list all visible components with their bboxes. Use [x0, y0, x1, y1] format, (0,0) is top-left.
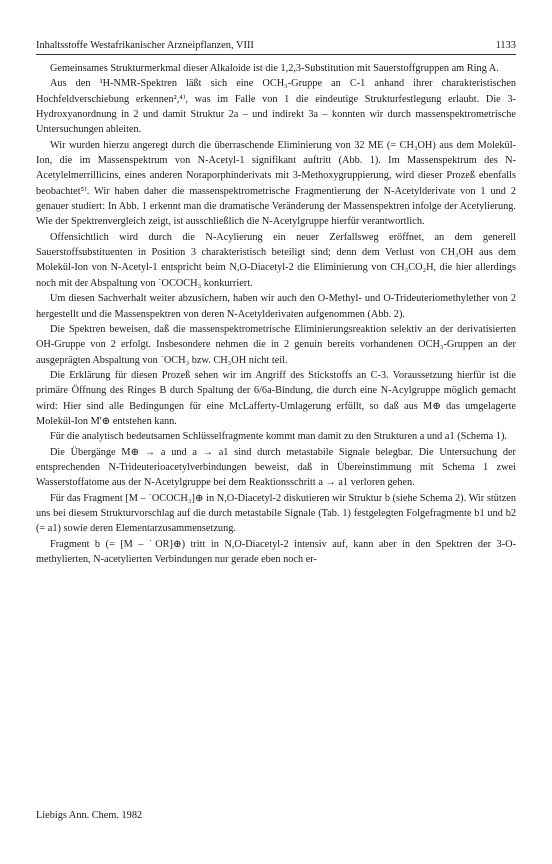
paragraph-8: Für die analytisch bedeutsamen Schlüsselfragmente kommt man damit zu den Strukturen a und a1 (Schema 1).	[50, 431, 507, 443]
paragraph-5: Um diesen Sachverhalt weiter abzusichern, haben wir auch den O-Methyl- und O-Trideuteriomethylether von 2 hergestellt und die Massenspektren von deren N-Acetylderivaten aufgenommen (Abb. 2).	[36, 293, 516, 320]
paragraph-1: Gemeinsames Strukturmerkmal dieser Alkaloide ist die 1,2,3-Substitution mit Sauerstoffgruppen am Ring A.	[50, 63, 499, 74]
paragraph-11: Fragment b (= [M – ˙OR]⊕) tritt in N,O-Diacetyl-2 intensiv auf, kann aber in den Spektren der 3-O-methylierten, N-acetylierten Verbindungen nur gerade eben noch er-	[36, 538, 516, 565]
running-header	[36, 40, 516, 55]
running-title: Inhaltsstoffe Westafrikanischer Arzneipflanzen, VIII	[36, 40, 254, 51]
journal-citation: Liebigs Ann. Chem. 1982	[36, 810, 143, 821]
paragraph-4: Offensichtlich wird durch die N-Acylierung ein neuer Zerfallsweg eröffnet, an dem generell Sauerstoffsubstituenten in Position 3 charakteristisch beteiligt sind; denn dem Verlust von CH₃OH aus dem Molekül-Ion von N-Acetyl-1 entspricht beim N,O-Diacetyl-2 die Eliminierung von CH₃CO₂H, die hier allerdings noch mit der Abspaltung von ˙OCOCH₃ konkurriert.	[36, 231, 516, 289]
paragraph-9: Die Übergänge M⊕ → a und a → a1 sind durch metastabile Signale belegbar. Die Untersuchung der entsprechenden N-Trideuterioacetylverbindungen beweist, daß in Übereinstimmung mit Schema 1 zwei Wasserstoffatome aus der N-Acetylgruppe bei dem Reaktionsschritt a → a1 verloren gehen.	[36, 446, 516, 489]
paragraph-10: Für das Fragment [M – ˙OCOCH₃]⊕ in N,O-Diacetyl-2 diskutieren wir Struktur b (siehe Schema 2). Wir stützen uns bei diesem Strukturvorschlag auf die durch metastabile Signale (Tab. 1) festgelegten Folgefragmente b1 und b2 (= a1) sowie deren Elementarzusammensetzung.	[36, 492, 516, 535]
body-text	[36, 61, 516, 567]
paragraph-7: Die Erklärung für diesen Prozeß sehen wir im Angriff des Stickstoffs an C-3. Voraussetzung hierfür ist die primäre Öffnung des Ringes B durch Spaltung der 6/6a-Bindung, die durch eine N-Acylgruppe möglich gemacht wird: Hier sind alle Bedingungen für eine McLafferty-Umlagerung erfüllt, so daß aus M⊕ das umgelagerte Molekül-Ion M'⊕ entstehen kann.	[36, 369, 516, 427]
paragraph-6: Die Spektren beweisen, daß die massenspektrometrische Eliminierungsreaktion selektiv an der derivatisierten OH-Gruppe von 2 erfolgt. Insbesondere nehmen die in 2 genuin bereits vorhandenen OCH₃-Gruppen an der ausgeprägten Abspaltung von ˙OCH₃ bzw. CH₃OH nicht teil.	[36, 323, 516, 366]
paragraph-3: Wir wurden hierzu angeregt durch die überraschende Eliminierung von 32 ME (= CH₃OH) aus dem Molekül-Ion, die im Massenspektrum von N-Acetyl-1 signifikant auftritt (Abb. 1). Im Massenspektrum des N-Acetylelmerrillicins, eines anderen Noraporphinderivats mit 3-Methoxygruppierung, wird dieser Prozeß ebenfalls beobachtet⁵⁾. Wir haben daher die massenspektrometrische Fragmentierung der N-Acetylderivate von 1 und 2 genauer studiert: In Abb. 1 erkennt man die dramatische Veränderung der Massenspektren infolge der Acetylierung. Wie der Spektrenvergleich zeigt, ist ausschließlich die N-Acetylgruppe hierfür verantwortlich.	[36, 139, 516, 228]
paragraph-2: Aus den ¹H-NMR-Spektren läßt sich eine OCH₃-Gruppe an C-1 anhand ihrer charakteristischen Hochfeldverschiebung erkennen²,⁴⁾, was im Falle von 1 die eindeutige Strukturfestlegung erlaubt. Die 3-Hydroxyanordnung in 2 und damit Struktur 2a – und indirekt 3a – konnten wir durch massenspektrometrische Untersuchungen ableiten.	[36, 78, 516, 136]
page-number: 1133	[495, 40, 516, 51]
document-page	[36, 40, 516, 567]
